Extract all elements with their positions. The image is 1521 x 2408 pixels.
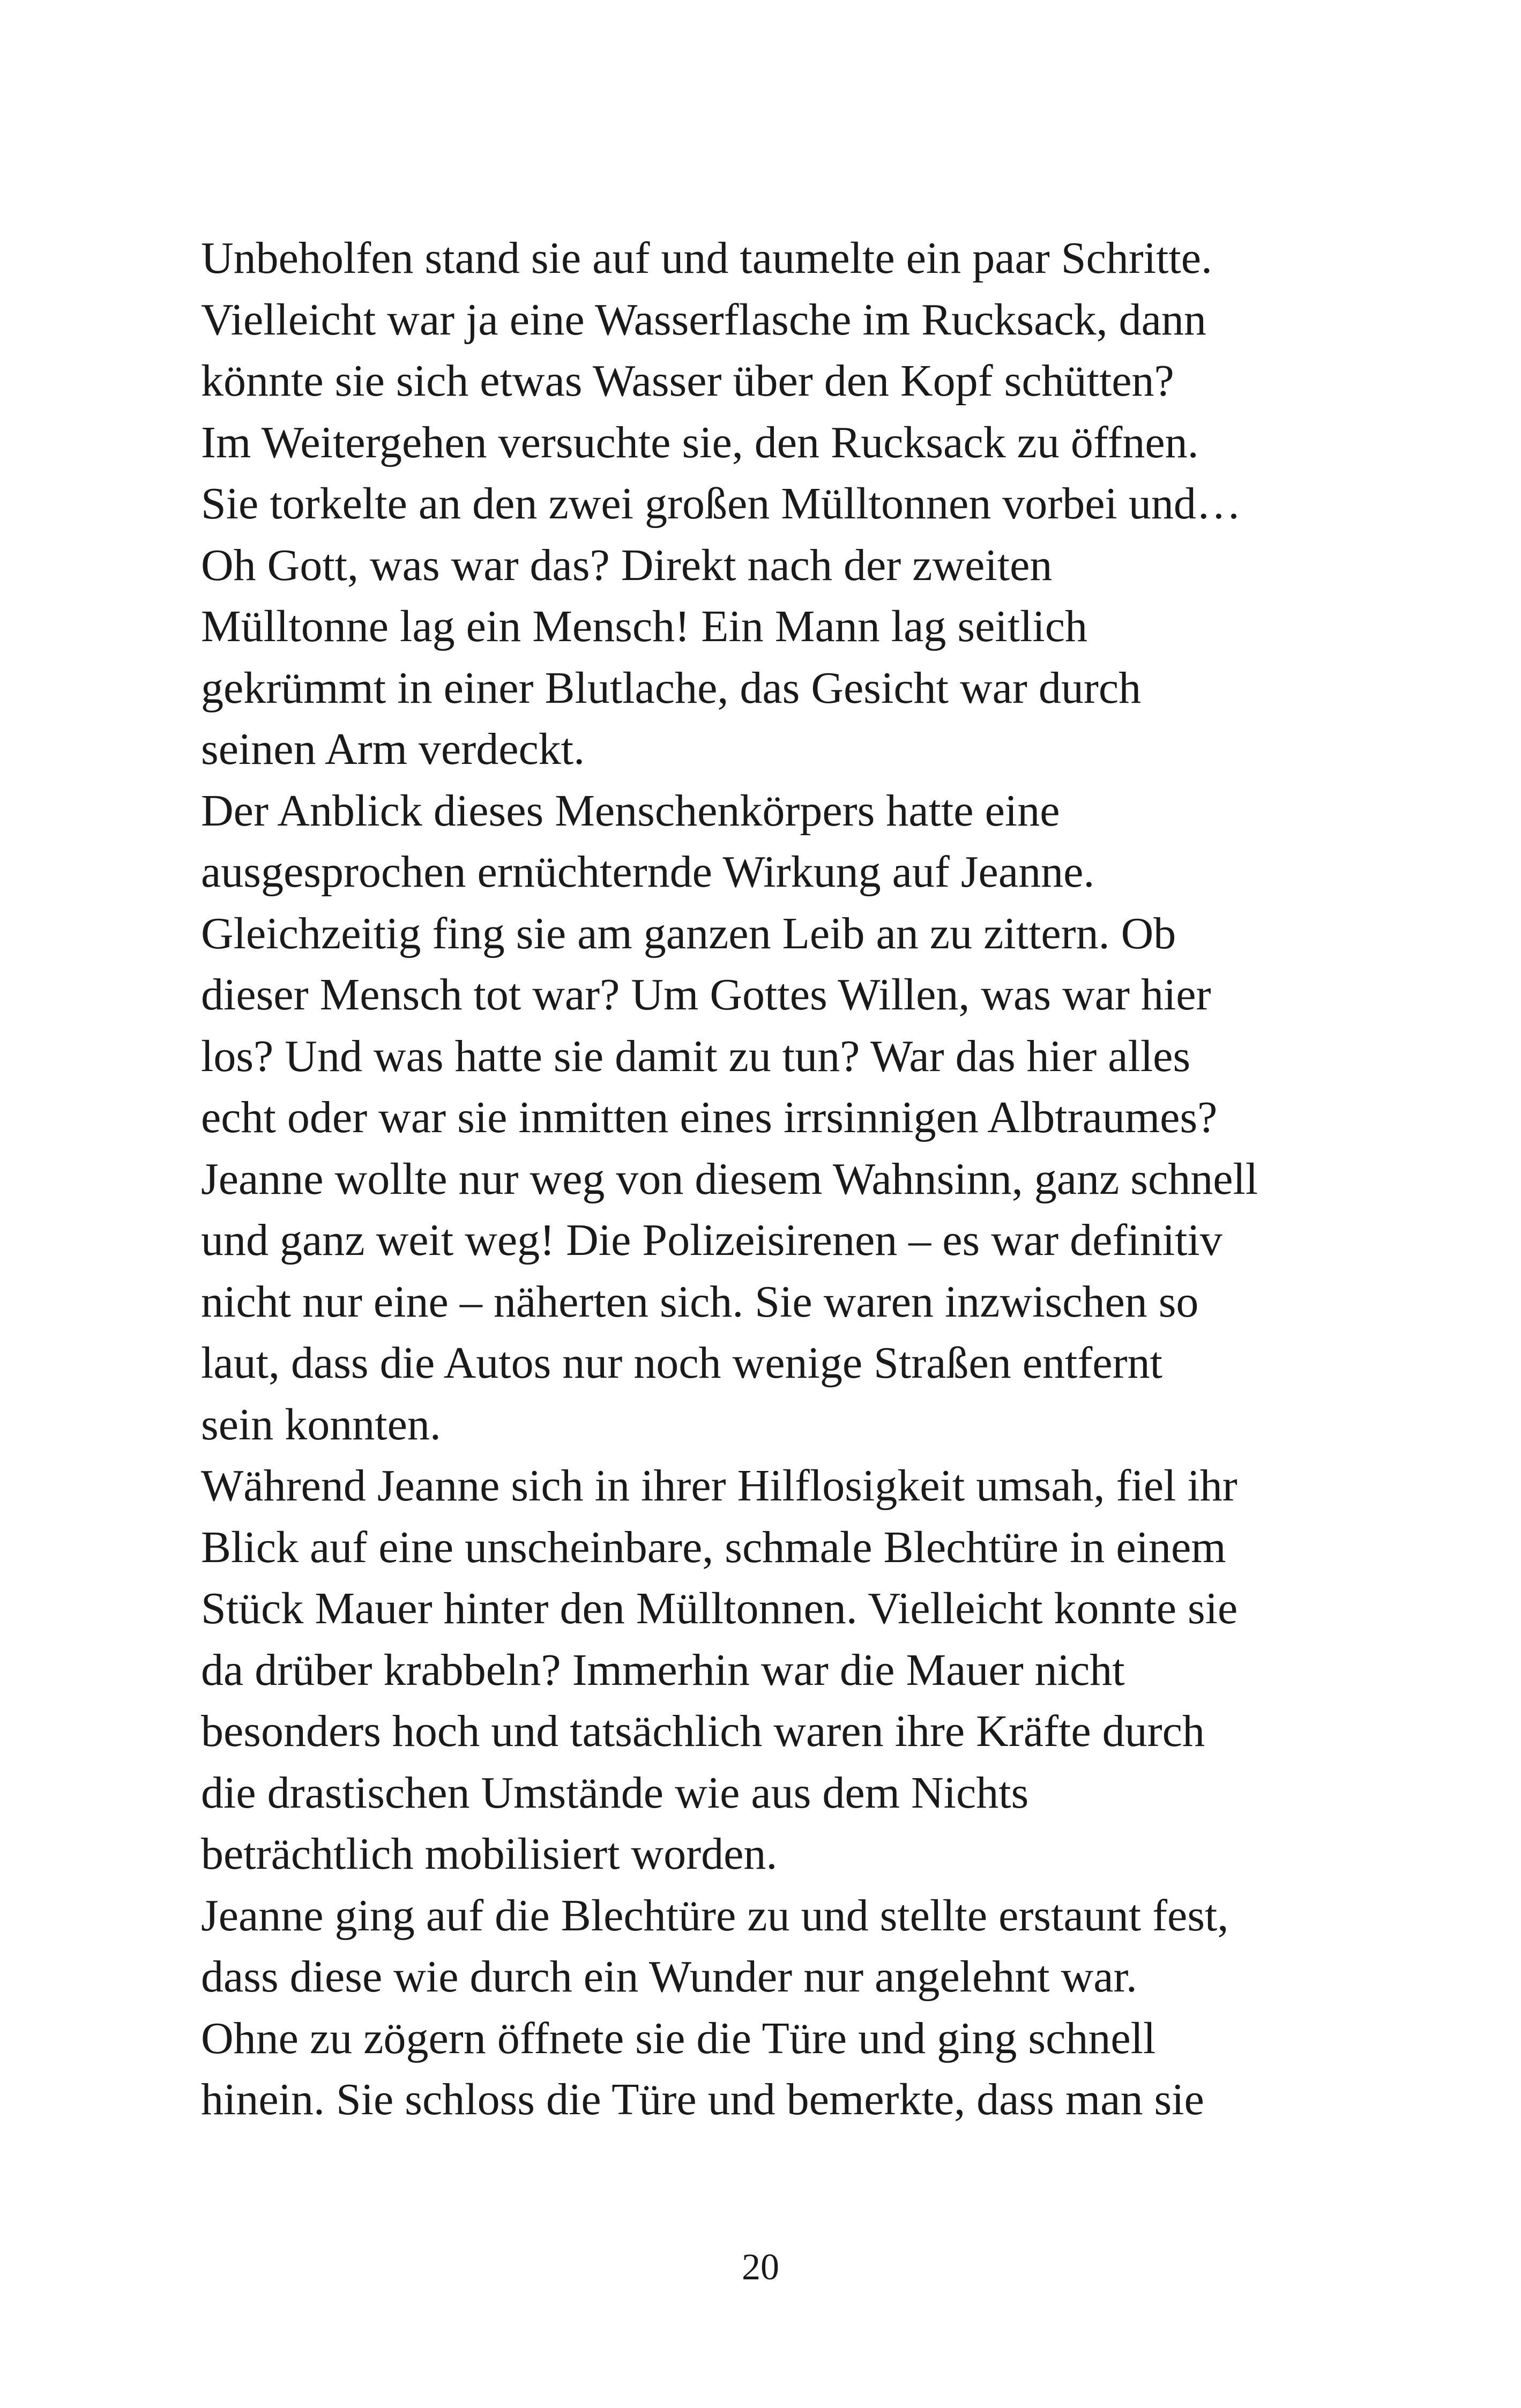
text-line: dass diese wie durch ein Wunder nur angelehnt war. xyxy=(201,1952,1137,2002)
text-line: Blick auf eine unscheinbare, schmale Blechtüre in einem xyxy=(201,1522,1226,1572)
page-number: 20 xyxy=(742,2247,779,2288)
text-line: Während Jeanne sich in ihrer Hilflosigkeit umsah, fiel ihr xyxy=(201,1461,1237,1511)
text-line: da drüber krabbeln? Immerhin war die Mauer nicht xyxy=(201,1645,1125,1695)
text-line: laut, dass die Autos nur noch wenige Straßen entfernt xyxy=(201,1338,1162,1388)
text-line: Oh Gott, was war das? Direkt nach der zweiten xyxy=(201,540,1053,590)
body-text xyxy=(201,228,1337,2131)
text-line: Im Weitergehen versuchte sie, den Rucksack zu öffnen. xyxy=(201,417,1199,467)
text-line: die drastischen Umstände wie aus dem Nichts xyxy=(201,1767,1029,1818)
text-line: seinen Arm verdeckt. xyxy=(201,724,585,774)
text-line: könnte sie sich etwas Wasser über den Kopf schütten? xyxy=(201,356,1174,406)
text-line: los? Und was hatte sie damit zu tun? War das hier alles xyxy=(201,1031,1191,1081)
text-line: Jeanne wollte nur weg von diesem Wahnsinn, ganz schnell xyxy=(201,1154,1258,1204)
text-line: nicht nur eine – näherten sich. Sie waren inzwischen so xyxy=(201,1276,1199,1327)
text-line: sein konnten. xyxy=(201,1399,441,1450)
text-line: und ganz weit weg! Die Polizeisirenen – es war definitiv xyxy=(201,1215,1222,1265)
text-line: gekrümmt in einer Blutlache, das Gesicht war durch xyxy=(201,663,1142,713)
text-line: Vielleicht war ja eine Wasserflasche im Rucksack, dann xyxy=(201,294,1206,345)
text-line: beträchtlich mobilisiert worden. xyxy=(201,1829,778,1879)
text-line: Ohne zu zögern öffnete sie die Türe und ging schnell xyxy=(201,2013,1156,2063)
text-line: Mülltonne lag ein Mensch! Ein Mann lag seitlich xyxy=(201,601,1087,651)
text-line: Stück Mauer hinter den Mülltonnen. Vielleicht konnte sie xyxy=(201,1584,1238,1633)
text-line: Der Anblick dieses Menschenkörpers hatte eine xyxy=(201,785,1060,836)
text-line: Gleichzeitig fing sie am ganzen Leib an zu zittern. Ob xyxy=(201,908,1176,958)
text-line: ausgesprochen ernüchternde Wirkung auf Jeanne. xyxy=(201,847,1095,897)
text-line: besonders hoch und tatsächlich waren ihre Kräfte durch xyxy=(201,1706,1205,1756)
text-line: Jeanne ging auf die Blechtüre zu und stellte erstaunt fest, xyxy=(201,1890,1229,1941)
text-line: Sie torkelte an den zwei großen Mülltonnen vorbei und… xyxy=(201,479,1241,529)
text-line: dieser Mensch tot war? Um Gottes Willen, was war hier xyxy=(201,970,1211,1020)
text-line: hinein. Sie schloss die Türe und bemerkte, dass man sie xyxy=(201,2075,1204,2124)
text-line: Unbeholfen stand sie auf und taumelte ein paar Schritte. xyxy=(201,233,1213,283)
text-line: echt oder war sie inmitten eines irrsinnigen Albtraumes? xyxy=(201,1092,1218,1142)
